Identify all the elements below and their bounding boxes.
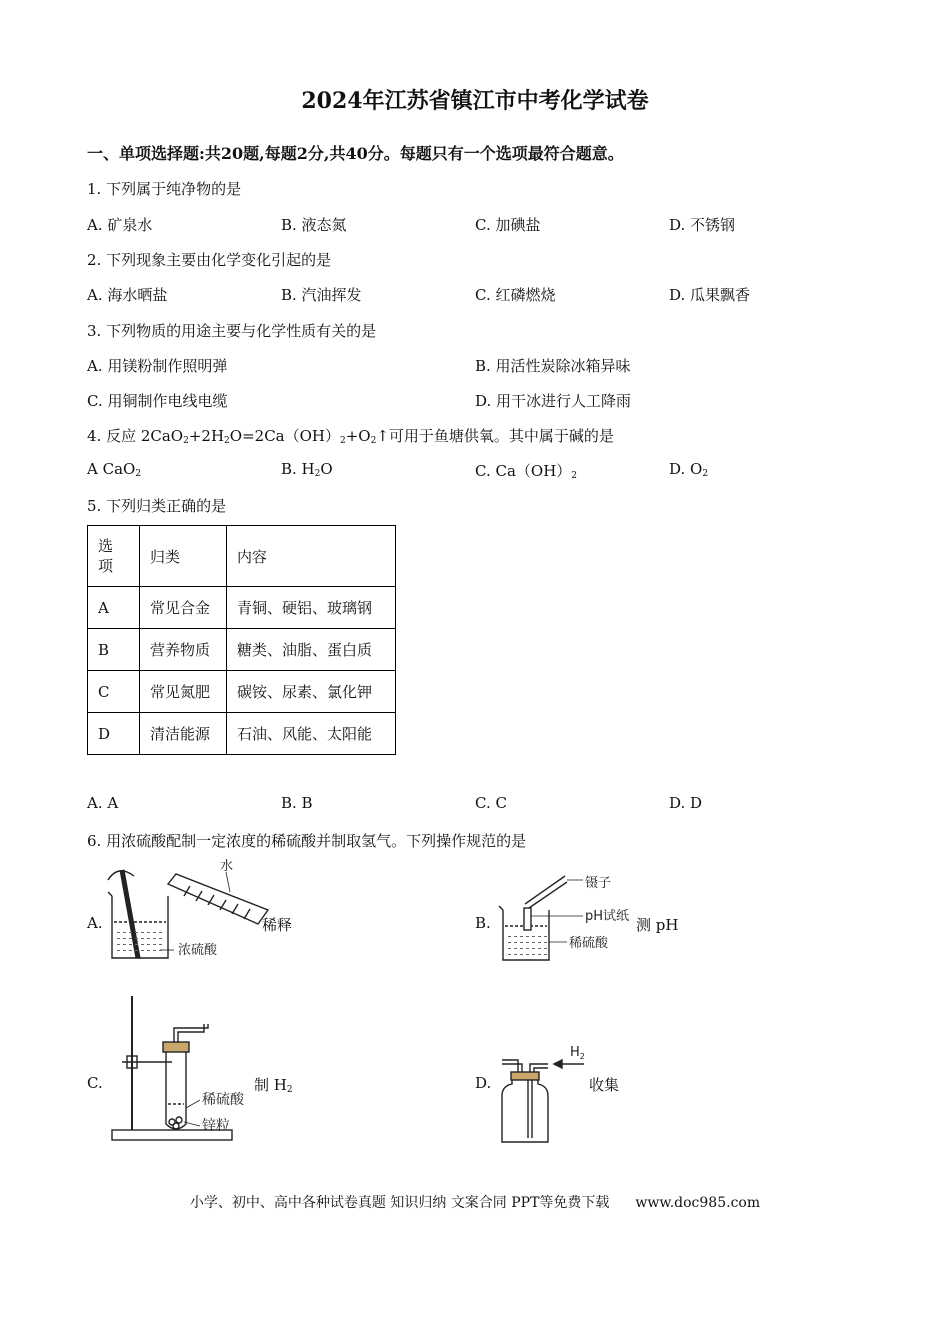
water-label: 水 <box>220 859 234 874</box>
q6-option-d-caption: 收集 <box>589 1076 620 1094</box>
q3-option-d[interactable]: D. 用干冰进行人工降雨 <box>475 392 632 410</box>
q6-option-d-letter[interactable]: D. <box>475 1074 492 1092</box>
table-row <box>88 629 396 671</box>
q6-stem: 6. 用浓硫酸配制一定浓度的稀硫酸并制取氢气。下列操作规范的是 <box>87 832 527 850</box>
q5-stem: 5. 下列归类正确的是 <box>87 497 227 515</box>
q2-option-a[interactable]: A. 海水晒盐 <box>87 286 168 304</box>
dilution-diagram <box>98 858 278 968</box>
q1-option-d[interactable]: D. 不锈钢 <box>669 216 736 234</box>
row-option: D <box>88 713 140 755</box>
q6-option-c-letter[interactable]: C. <box>87 1074 103 1092</box>
q1-option-c[interactable]: C. 加碘盐 <box>475 216 541 234</box>
row-content: 石油、风能、太阳能 <box>227 713 396 755</box>
q5-option-d[interactable]: D. D <box>669 794 703 812</box>
inlet-tube <box>502 1060 518 1072</box>
conc-acid-label: 浓硫酸 <box>178 943 218 958</box>
q5-option-a[interactable]: A. A <box>87 794 119 812</box>
tweezers-arm <box>529 882 567 908</box>
delivery-tube <box>174 1024 208 1042</box>
row-option: A <box>88 587 140 629</box>
header-category-cell: 归类 <box>140 526 227 587</box>
footer <box>0 1192 950 1212</box>
q4-option-c[interactable]: C. $Ca(OH)_2$ <box>475 462 578 481</box>
q3-option-c[interactable]: C. 用铜制作电线电缆 <box>87 392 228 410</box>
stopper <box>511 1072 539 1080</box>
row-category: 营养物质 <box>140 629 227 671</box>
stopper <box>163 1042 189 1052</box>
row-content: 青铜、硬铝、玻璃钢 <box>227 587 396 629</box>
q1-stem: 1. 下列属于纯净物的是 <box>87 180 242 198</box>
section-heading: 一、单项选择题:共20题,每题2分,共40分。每题只有一个选项最符合题意。 <box>87 144 624 163</box>
graduated-cylinder <box>168 874 268 924</box>
dilute-acid-label: 稀硫酸 <box>202 1092 244 1108</box>
q6-option-b-caption: 测 pH <box>636 916 679 934</box>
footer-url[interactable]: www.doc985.com <box>635 1195 761 1211</box>
footer-text: 小学、初中、高中各种试卷真题 知识归纳 文案合同 PPT等免费下载 <box>189 1195 610 1211</box>
row-option: B <box>88 629 140 671</box>
ph-test-diagram <box>495 868 640 966</box>
q1-option-a[interactable]: A. 矿泉水 <box>87 216 153 234</box>
exam-title: 2024年江苏省镇江市中考化学试卷 <box>301 88 649 114</box>
row-content: 糖类、油脂、蛋白质 <box>227 629 396 671</box>
table-header-row <box>88 526 396 587</box>
q4-option-d[interactable]: D. $O_2$ <box>669 460 709 479</box>
q6-option-c-caption: 制 $H_2$ <box>254 1076 293 1095</box>
table-row <box>88 587 396 629</box>
tweezers-label: 镊子 <box>585 876 612 891</box>
hydrogen-label: $H_2$ <box>570 1045 585 1061</box>
header-option-cell: 选 项 <box>88 526 140 587</box>
row-category: 清洁能源 <box>140 713 227 755</box>
header-content-cell: 内容 <box>227 526 396 587</box>
tweezers-arm <box>525 876 565 904</box>
table-row <box>88 713 396 755</box>
q6-option-a-letter[interactable]: A. <box>87 914 103 932</box>
row-category: 常见合金 <box>140 587 227 629</box>
q5-option-b[interactable]: B. B <box>281 794 313 812</box>
q6-option-b-letter[interactable]: B. <box>475 914 491 932</box>
q2-stem: 2. 下列现象主要由化学变化引起的是 <box>87 251 332 269</box>
hydrogen-generator-diagram <box>108 992 268 1146</box>
q1-option-b[interactable]: B. 液态氮 <box>281 216 347 234</box>
q2-option-c[interactable]: C. 红磷燃烧 <box>475 286 556 304</box>
q4-option-a[interactable]: A CaO$_2$ <box>87 460 142 479</box>
q2-option-b[interactable]: B. 汽油挥发 <box>281 286 362 304</box>
q2-option-d[interactable]: D. 瓜果飘香 <box>669 286 751 304</box>
classification-table <box>87 525 396 755</box>
q3-option-b[interactable]: B. 用活性炭除冰箱异味 <box>475 357 631 375</box>
q3-stem: 3. 下列物质的用途主要与化学性质有关的是 <box>87 322 377 340</box>
gas-collection-diagram <box>492 1042 592 1146</box>
row-option: C <box>88 671 140 713</box>
dilute-acid-label: 稀硫酸 <box>569 936 609 951</box>
gas-bottle <box>502 1078 548 1142</box>
q3-option-a[interactable]: A. 用镁粉制作照明弹 <box>87 357 228 375</box>
row-category: 常见氮肥 <box>140 671 227 713</box>
row-content: 碳铵、尿素、氯化钾 <box>227 671 396 713</box>
q4-stem: 4. 反应 $2CaO_2+2H_2O=2Ca(OH)_2+O_2↑$可用于鱼塘供氧。其中属于碱的是 <box>87 427 614 446</box>
q4-option-b[interactable]: B. $H_2O$ <box>281 460 333 479</box>
zinc-label: 锌粒 <box>202 1118 230 1134</box>
q6-option-a-caption: 稀释 <box>262 916 293 934</box>
ph-paper <box>524 908 531 930</box>
table-row <box>88 671 396 713</box>
q5-option-c[interactable]: C. C <box>475 794 507 812</box>
ph-paper-label: pH试纸 <box>585 909 630 924</box>
